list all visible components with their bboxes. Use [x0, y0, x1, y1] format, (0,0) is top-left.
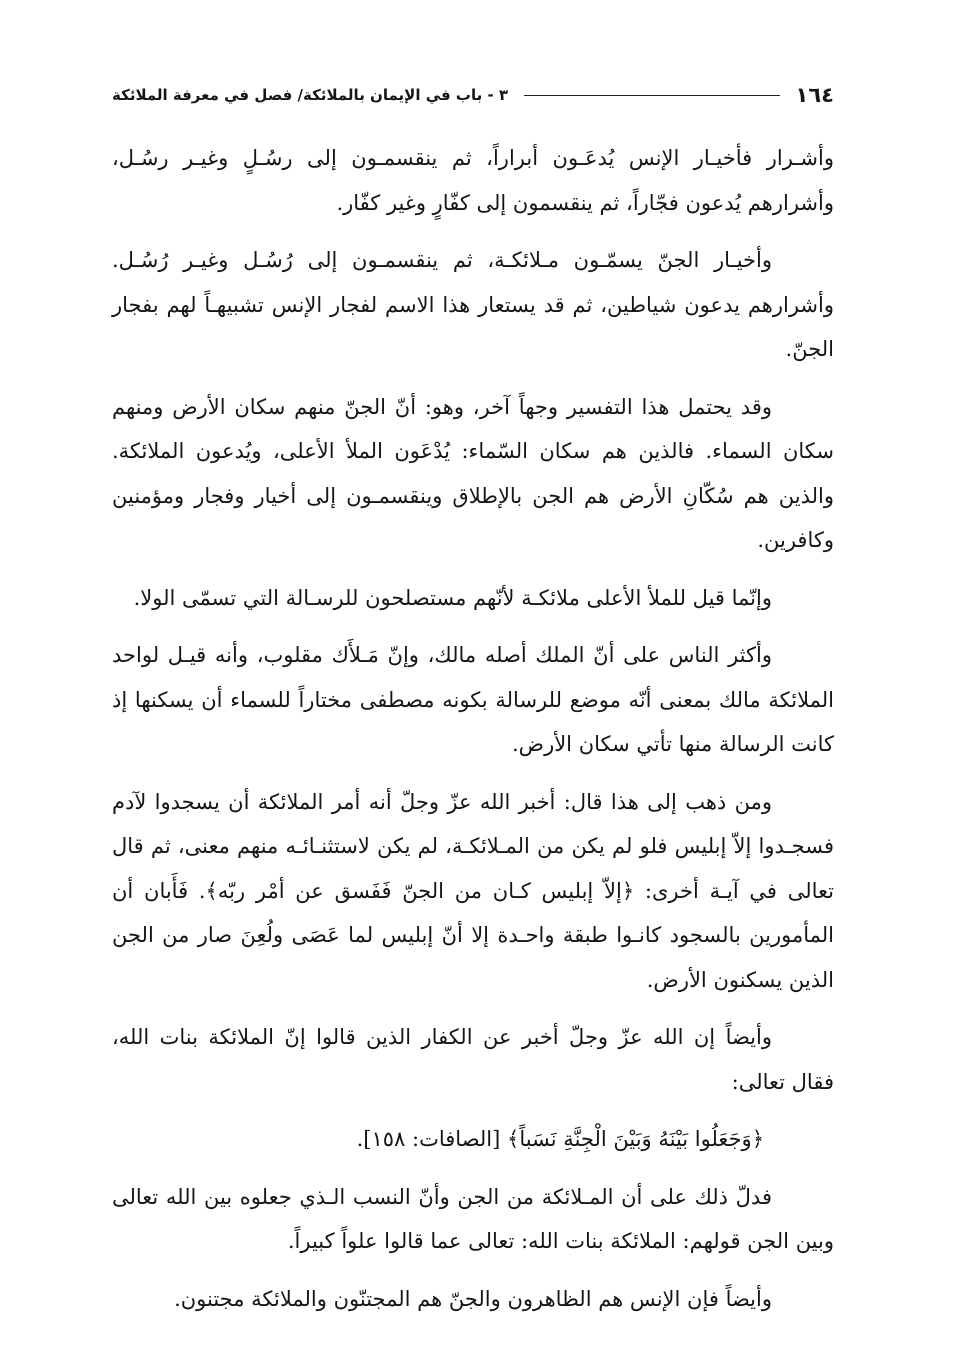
paragraph-6: ومن ذهب إلى هذا قال: أخبر الله عزّ وجلّ أنه أمر الملائكة أن يسجدوا لآدم فسجـدوا إلاّ إبليس فلو لم يكن من المـلائكـة، لم يكن لاستثنـائـه منهم معنى، ثم قال تعالى في آيـة أخرى: ﴿إلاّ إبليس كـان من الجنّ فَفَسق عن أمْر ربّه﴾. فَأَبان أن المأمورين بالسجود كانـوا طبقة واحـدة إلا أنّ إبليس لما عَصَى ولُعِنَ صار من الجن الذين يسكنون الأرض. — [112, 789, 834, 992]
chapter-title: ٣ - باب في الإيمان بالملائكة/ فصل في معرفة الملائكة — [112, 86, 509, 104]
paragraph-9: وأيضاً فإن الإنس هم الظاهرون والجنّ هم المجتنّون والملائكة مجتنون. — [174, 1286, 772, 1311]
page-body — [112, 136, 834, 1321]
paragraph-7: وأيضاً إن الله عزّ وجلّ أخبر عن الكفار الذين قالوا إنّ الملائكة بنات الله، فقال تعالى: — [112, 1025, 834, 1094]
quran-verse: ﴿وَجَعَلُوا بَيْنَهُ وَبَيْنَ الْجِنَّةِ نَسَباً﴾ [الصافات: ١٥٨]. — [356, 1127, 764, 1151]
header-rule — [524, 95, 779, 96]
paragraph-8: فدلّ ذلك على أن المـلائكة من الجن وأنّ النسب الـذي جعلوه بين الله تعالى وبين الجن قولهم: الملائكة بنات الله: تعالى عما قالوا علواً كبيراً. — [112, 1184, 834, 1253]
paragraph-4: وإنّما قيل للملأ الأعلى ملائكـة لأنّهم مستصلحون للرسـالة التي تسمّى الولا. — [133, 585, 772, 610]
paragraph-3: وقد يحتمل هذا التفسير وجهاً آخر، وهو: أنّ الجنّ منهم سكان الأرض ومنهم سكان السماء. فالذين هم سكان السّماء: يُدْعَون الملأ الأعلى، ويُدعون الملائكة. والذين هم سُكّانِ الأرض هم الجن بالإطلاق وينقسمـون إلى أخيار وفجار ومؤمنين وكافرين. — [112, 394, 834, 552]
page-number: ١٦٤ — [795, 83, 834, 107]
paragraph-1: وأشـرار فأخيـار الإنس يُدعَـون أبراراً، ثم ينقسمـون إلى رسُـلٍ وغيـر رسُـل، وأشرارهم يُدعون فجّاراً، ثم ينقسمون إلى كفّارٍ وغير كفّار. — [112, 146, 834, 215]
running-header — [112, 78, 834, 112]
paragraph-2: وأخيـار الجنّ يسمّـون مـلائكـة، ثم ينقسمـون إلى رُسُـل وغيـر رُسُـل. وأشرارهم يدعون شياطين، ثم قد يستعار هذا الاسم لفجار الإنس تشبيهـاً لهم بفجار الجنّ. — [112, 248, 834, 361]
paragraph-5: وأكثر الناس على أنّ الملك أصله مالك، وإنّ مَـلأَك مقلوب، وأنه قيـل لواحد الملائكة مالك بمعنى أنّه موضع للرسالة بكونه مصطفى مختاراً للسماء أن يسكنها إذ كانت الرسالة منها تأتي سكان الأرض. — [112, 643, 834, 756]
book-page — [112, 78, 834, 1334]
